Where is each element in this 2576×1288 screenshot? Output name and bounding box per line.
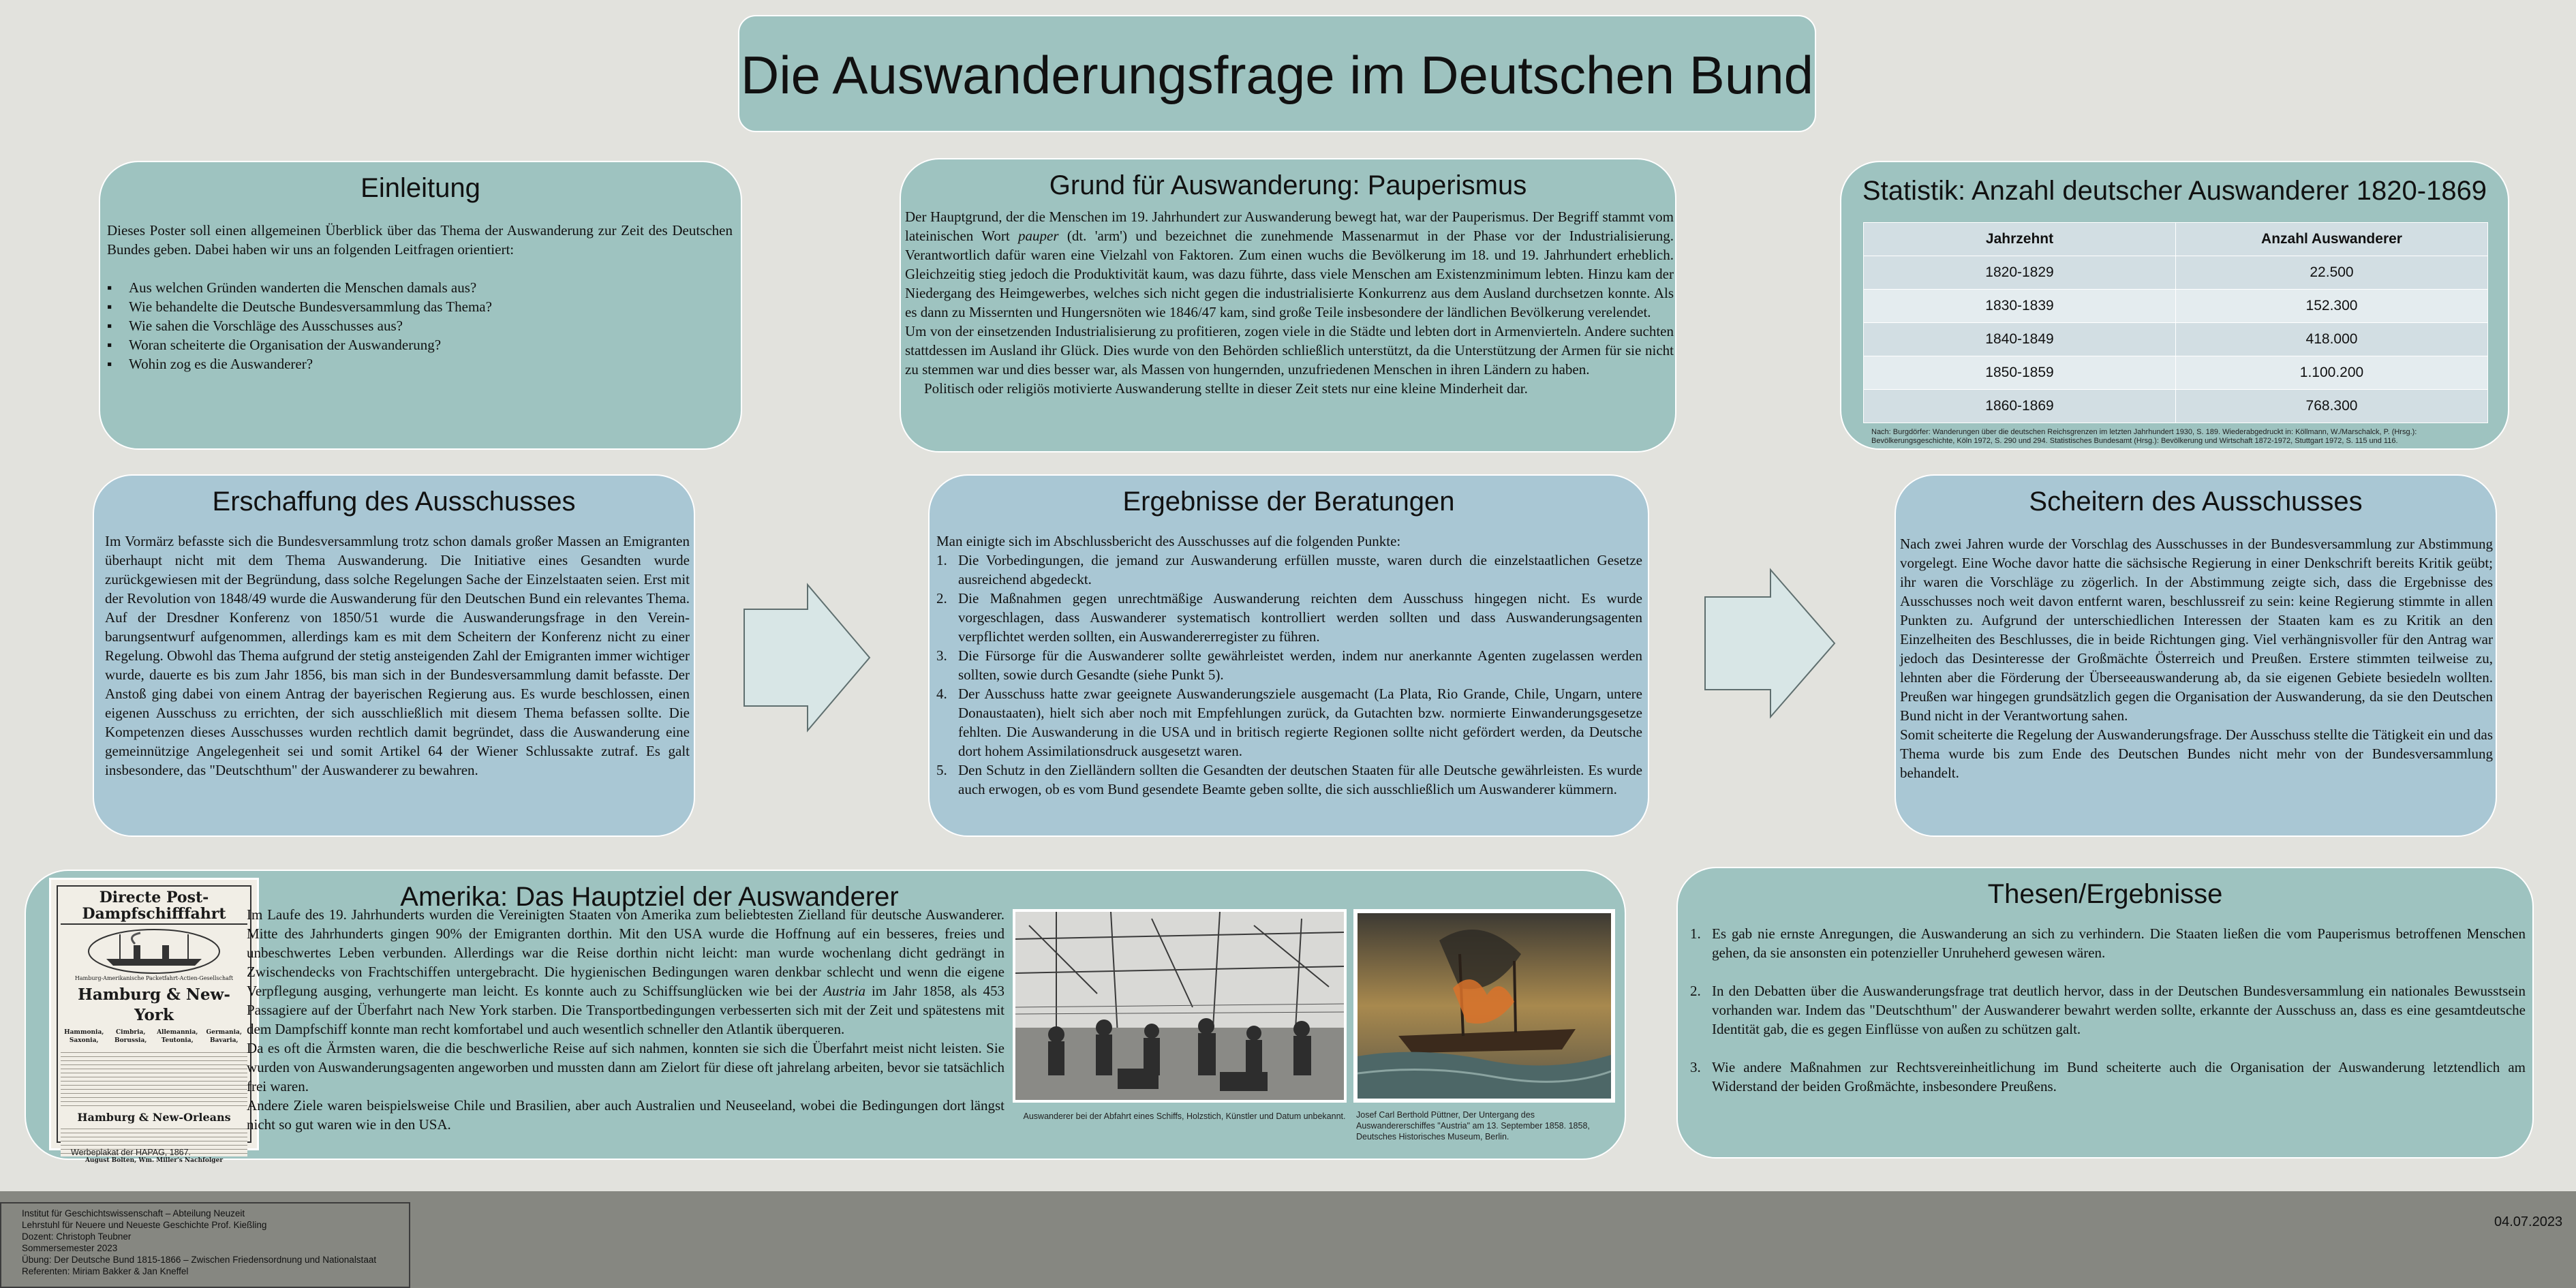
list-item: 4. Der Ausschuss hatte zwar geeignete Auswanderungsziele ausgemacht (La Plata, Rio Grande, Chile, Ungarn, untere Donaustaaten), hielt sich aber noch mit Empfehlungen zurück, da Gutachten bzw. normierte Einwanderungsgesetze fehlten. Die Auswanderung in die USA und in britisch regierte Regionen sollte nicht gefördert werden, da Deutsche dort hohem Assimilationsdruck ausgesetzt waren.: [936, 686, 1642, 759]
footer-date: 04.07.2023: [2494, 1214, 2563, 1229]
poster-agent: August Bolten, Wm. Miller's Nachfolger: [85, 1157, 224, 1164]
table-header-anzahl: Anzahl Auswanderer: [2176, 223, 2488, 256]
ausschuss-heading: Erschaffung des Ausschusses: [212, 487, 576, 517]
leitfrage-item: ▪ Wie sahen die Vorschläge des Ausschusses aus?: [107, 316, 733, 335]
ergebnisse-heading: Ergebnisse der Beratungen: [1122, 487, 1455, 517]
ausschuss-text: Im Vormärz befasste sich die Bundesversammlung trotz schon damals großer Massen an Emigranten überhaupt nicht mit dem Thema Auswanderung. Die Initiative eines Gesandten wurde zurückgewiesen mit der Begründung, dass solche Regelungen Sache der Einzelstaaten seien. Erst mit der Revolution von 1848/49 wurde die Auswanderung für den Deutschen Bund ein relevantes Thema. Auf der Dresdner Konferenz von 1850/51 wurde die Auswanderungsfrage in den Vereinbarungsentwurf aufgenommen, allerdings kam es mit dem Scheitern der Konferenz nicht zu einer Regelung. Obwohl das Thema aufgrund der stetig ansteigenden Zahl der Emigranten immer wichtiger wurde, dauerte es bis zum Jahr 1856, bis man sich in der Bundesversammlung damit befasste. Der Anstoß ging dabei von einem Antrag der bayerischen Regierung aus. Es wurde beschlossen, einen eigenen Ausschuss zu errichten, der sich ausschließlich mit diesem Thema befassen sollte. Die Kompetenzen dieses Ausschusses wurden rechtlich damit begründet, dass die Auswanderung eine gemeinnützige Angelegenheit sei und somit Artikel 64 der Wiener Schlussakte zutraf. Es galt insbesondere, das "Deutschthum" der Auswanderer zu bewahren.: [105, 533, 690, 778]
pauperismus-paragraph-3: Politisch oder religiös motivierte Auswanderung stellte in dieser Zeit stets nur eine kleine Minderheit dar.: [924, 380, 1528, 397]
table-row: 1850-1859 1.100.200: [1864, 356, 2488, 390]
scheitern-box: [1895, 474, 2497, 837]
arrow-right-icon: [743, 583, 872, 732]
ergebnisse-box: [928, 474, 1649, 837]
shipwreck-caption: Josef Carl Berthold Püttner, Der Untergang des Auswandererschiffes "Austria" am 13. September 1858. 1858, Deutsches Historisches Museum, Berlin.: [1356, 1110, 1590, 1141]
thesen-heading: Thesen/Ergebnisse: [1987, 879, 2223, 909]
scheitern-paragraph-1: Nach zwei Jahren wurde der Vorschlag des Ausschusses in der Bundesversammlung zur Abstimmung vorgelegt. Eine Woche davor hatte die sächsische Regierung in einer Denkschrift bereits Kritik geübt; ihr waren die Vorschläge zu zögerlich. In der Abstimmung zeigte sich, dass die Ergebnisse des Ausschusses noch weit davon entfernt waren, beschlussreif zu sein: keine Regierung stimmte in allen Punkten zu. Aufgrund der unterschiedlichen Interessen der Staaten kam es zu Kritik an den Einzelheiten des Beschlusses, die in beide Richtungen ging. Viel verhängnisvoller für den Antrag war jedoch das Desinteresse der Großmächte Österreich und Preußen. Erstere stimmten teilweise zu, lehnten aber die Förderung der Überseeauswanderung ab, da sie eigenen Gebiete besiedeln wollten. Preußen war hingegen grundsätzlich gegen die Organisation der Auswanderung, da sie den Deutschen Bund nicht in der Verantwortung sahen.: [1900, 536, 2493, 724]
shipwreck-illustration: [1358, 913, 1611, 1099]
list-item: 3. Wie andere Maßnahmen zur Rechtsvereinheitlichung im Bund scheiterte auch die Organisation der Auswanderung letztendlich am Widerstand der beiden Großmächte, insbesondere Preußens.: [1690, 1059, 2526, 1094]
ausschuss-box: [93, 474, 695, 837]
woodcut-caption: Auswanderer bei der Abfahrt eines Schiffs, Holzstich, Künstler und Datum unbekannt.: [1023, 1111, 1346, 1121]
steamship-icon: [86, 927, 222, 975]
leitfragen-list: [107, 278, 733, 373]
poster-company: Hamburg-Amerikanische Packetfahrt-Actien-Gesellschaft: [74, 975, 234, 981]
pauperismus-paragraph-2: Um von der einsetzenden Industrialisierung zu profitieren, zogen viele in die Städte und lebten dort in Armenvierteln. Andere suchten stattdessen im Ausland ihr Glück. Dies wurde von den Behörden schließlich unterstützt, da die Unterstützung der Armen für sie nicht zu stemmen war und dies besser war, als Massen von hungernden, unzufriedenen Menschen in ihren Ländern zu haben.: [905, 323, 1674, 378]
poster-ship-name: Hammonia,: [64, 1029, 104, 1036]
poster-ship-name: Allemannia,: [157, 1029, 198, 1036]
statistik-source: Nach: Burgdörfer: Wanderungen über die deutschen Reichsgrenzen im letzten Jahrhundert 1930, S. 189. Wiederabgedruckt in: Köllmann, W./Marschalck, P. (Hrsg.): Bevölkerungsgeschichte, Köln 1972, S. 290 und 294. Statistisches Bundesamt (Hrsg.): Bevölkerung und Wirtschaft 1872-1972, Stuttgart 1972, S. 115 und 116.: [1871, 428, 2417, 445]
poster-ship-name: Teutonia,: [161, 1037, 194, 1044]
credits-line: Dozent: Christoph Teubner: [22, 1231, 132, 1242]
arrow-right-icon: [1704, 568, 1837, 718]
ergebnisse-intro: Man einigte sich im Abschlussbericht des Ausschusses auf die folgenden Punkte:: [936, 533, 1401, 549]
ergebnisse-text: [936, 532, 1642, 799]
scheitern-paragraph-2: Somit scheiterte die Regelung der Auswanderungsfrage. Der Ausschuss stellte die Tätigkeit ein und das Thema wurde bis zum Ende des Deutschen Bundes nicht mehr von der Bundesversammlung behandelt.: [1900, 726, 2493, 781]
austria-shipwreck-painting: [1353, 909, 1615, 1103]
amerika-paragraph-3: Andere Ziele waren beispielsweise Chile und Brasilien, aber auch Australien und Neuseeland, wobei die Bedingungen dort längst nicht so gut waren wie in den USA.: [247, 1097, 1005, 1133]
leitfrage-item: ▪ Wie behandelte die Deutsche Bundesversammlung das Thema?: [107, 297, 733, 316]
list-item: 1. Es gab nie ernste Anregungen, die Auswanderung an sich zu verhindern. Die Staaten ließen die vom Pauperismus betroffenen Menschen gehen, da sie ansonsten ein potenzieller Unruheherd gewesen wären.: [1690, 925, 2526, 961]
list-item: 5. Den Schutz in den Zielländern sollten die Gesandten der deutschen Staaten für alle Deutsche gewährleisten. Es wurde auch erwogen, ob es vom Bund gesendete Beamte geben sollte, die sich ausschließlich um Auswanderer kümmern.: [936, 762, 1642, 797]
credits-line: Institut für Geschichtswissenschaft – Abteilung Neuzeit: [22, 1208, 245, 1218]
table-row: 1840-1849 418.000: [1864, 323, 2488, 356]
leitfrage-item: ▪ Wohin zog es die Auswanderer?: [107, 354, 733, 373]
scheitern-text: [1900, 534, 2493, 782]
einleitung-heading: Einleitung: [361, 173, 480, 203]
poster-title: Die Auswanderungsfrage im Deutschen Bund: [741, 45, 1813, 105]
poster-ship-name: Borussia,: [114, 1037, 147, 1044]
list-item: 2. In den Debatten über die Auswanderungsfrage trat deutlich hervor, dass in der Deutschen Bundesversammlung ein nationales Bewusstsein vorhanden war. Indem das "Deutschthum" der Auswanderer bewahrt werden sollte, erkannte der Ausschuss an, dass es eine gesamtdeutsche Identität gab, die es gegen Einflüsse von außen zu schützen galt.: [1690, 983, 2526, 1037]
scheitern-heading: Scheitern des Ausschusses: [2029, 487, 2363, 517]
list-item: 2. Die Maßnahmen gegen unrechtmäßige Auswanderung reichten dem Ausschuss hingegen nicht. Es wurde vorgeschlagen, dass Auswanderer systematisch kontrolliert werden sollten und dass Auswanderungsagenten verpflichtet werden sollten, ein Auswandererregister zu führen.: [936, 590, 1642, 645]
poster-ship-name: Saxonia,: [69, 1037, 99, 1044]
woodcut-illustration: [1015, 912, 1344, 1100]
amerika-paragraph-1: Im Laufe des 19. Jahrhunderts wurden die Vereinigten Staaten von Amerika zum beliebtesten Zielland für deutsche Auswanderer. Mitte des Jahrhunderts gingen 90% der Emigranten dorthin. Mit den USA wurde die Hoffnung auf ein besseres, freies und unbeschwertes Leben verbunden. Allerdings war die Reise dorthin nicht leicht: man wurde wochenlang dicht gedrängt in Zwischendecks von Frachtschiffen untergebracht. Die hygienischen Bedingungen waren denkbar schlecht und wenn die eigene Verpflegung ausging, verhungerte man leicht. Es konnte auch zu Schiffsunglücken wie bei der Austria im Jahr 1858, als 453 Passagiere auf der Überfahrt nach New York starben. Die Transportbedingungen verbesserten sich mit der Zeit und spätestens mit dem Dampfschiff konnte man recht komfortabel und auch wesentlich schneller den Atlantik überqueren.: [247, 906, 1005, 1037]
credits-line: Sommersemester 2023: [22, 1243, 118, 1253]
table-row: 1860-1869 768.300: [1864, 390, 2488, 423]
amerika-paragraph-2: Da es oft die Ärmsten waren, die die beschwerliche Reise auf sich nahmen, konnten sie sich die Überfahrt meist nicht leisten. Sie wurden von Auswanderungsagenten angeworben und mussten dann am Zielort für diese oft jahrelang arbeiten, bevor sie tatsächlich frei waren.: [247, 1040, 1005, 1094]
thesen-box: [1676, 867, 2534, 1159]
amerika-text: [247, 905, 1005, 1134]
poster-route-2: Hamburg & New-Orleans: [77, 1111, 231, 1124]
table-header-row: [1864, 223, 2488, 256]
emigration-statistics-table: [1863, 222, 2488, 423]
statistik-heading: Statistik: Anzahl deutscher Auswanderer 1820-1869: [1862, 176, 2487, 206]
credits-line: Referenten: Miriam Bakker & Jan Kneffel: [22, 1266, 189, 1276]
title-box: [738, 15, 1816, 132]
amerika-box: [25, 870, 1626, 1164]
leitfrage-item: ▪ Aus welchen Gründen wanderten die Menschen damals aus?: [107, 278, 733, 297]
credits-line: Lehrstuhl für Neuere und Neueste Geschichte Prof. Kießling: [22, 1220, 267, 1230]
poster-ship-name: Germania,: [206, 1029, 242, 1036]
poster-ship-name: Bavaria,: [209, 1037, 239, 1044]
einleitung-intro: Dieses Poster soll einen allgemeinen Überblick über das Thema der Auswanderung zur Zeit des Deutschen Bundes geben. Dabei haben wir uns an folgenden Leitfragen orientiert:: [107, 222, 733, 258]
leitfrage-item: ▪ Woran scheiterte die Organisation der Auswanderung?: [107, 335, 733, 354]
list-item: 3. Die Fürsorge für die Auswanderer sollte gewährleistet werden, indem nur anerkannte Agenten zugelassen werden sollten, sowie durch Gesandte (siehe Punkt 5).: [936, 647, 1642, 683]
table-header-jahrzehnt: Jahrzehnt: [1864, 223, 2176, 256]
ergebnisse-list: [936, 551, 1642, 799]
poster-ship-name: Cimbria,: [115, 1029, 146, 1036]
pauperismus-paragraph-1: Der Hauptgrund, der die Menschen im 19. Jahrhundert zur Auswanderung bewegt hat, war der Pauperismus. Der Begriff stammt vom lateinischen Wort pauper (dt. 'arm') und bezeichnet die zunehmende Massenarmut in der Phase vor der Industrialisierung. Verantwortlich dafür waren eine Vielzahl von Faktoren. Zum einen wuchs die Bevölkerung im 18. und 19. Jahrhundert erheblich. Gleichzeitig stieg jedoch die Produktivität kaum, was dazu führte, dass viele Menschen am Existenzminimum lebten. Hinzu kam der Niedergang des Heimgewerbes, welches sich nicht gegen die industrialisierte Konkurrenz aus dem Ausland durchsetzen konnte. Als es dann zu Missernten und Hungersnöten wie 1846/47 kam, sind große Teile insbesondere der ländlichen Bevölkerung verelendet.: [905, 209, 1674, 320]
table-row: 1820-1829 22.500: [1864, 256, 2488, 290]
amerika-heading: Amerika: Das Hauptziel der Auswanderer: [400, 882, 899, 912]
statistik-box: [1840, 161, 2509, 450]
einleitung-box: [99, 161, 742, 450]
credits-box: [0, 1202, 410, 1288]
table-row: 1830-1839 152.300: [1864, 290, 2488, 323]
einleitung-text: [107, 221, 733, 373]
pauperismus-heading: Grund für Auswanderung: Pauperismus: [1049, 170, 1527, 200]
poster-headline: Directe Post-Dampfschifffahrt: [61, 889, 247, 925]
pauperismus-text: [905, 207, 1674, 398]
poster-route: Hamburg & New-York: [78, 985, 230, 1024]
thesen-text: [1690, 924, 2526, 1096]
hapag-poster-caption: Werbeplakat der HAPAG, 1867.: [71, 1148, 191, 1157]
thesen-list: [1690, 924, 2526, 1096]
credits-line: Übung: Der Deutsche Bund 1815-1866 – Zwischen Friedensordnung und Nationalstaat: [22, 1255, 377, 1265]
emigrants-woodcut-image: [1013, 909, 1347, 1103]
pauperismus-box: [900, 158, 1676, 453]
list-item: 1. Die Vorbedingungen, die jemand zur Auswanderung erfüllen musste, waren durch die einzelstaatlichen Gesetze ausreichend abgedeckt.: [936, 552, 1642, 587]
